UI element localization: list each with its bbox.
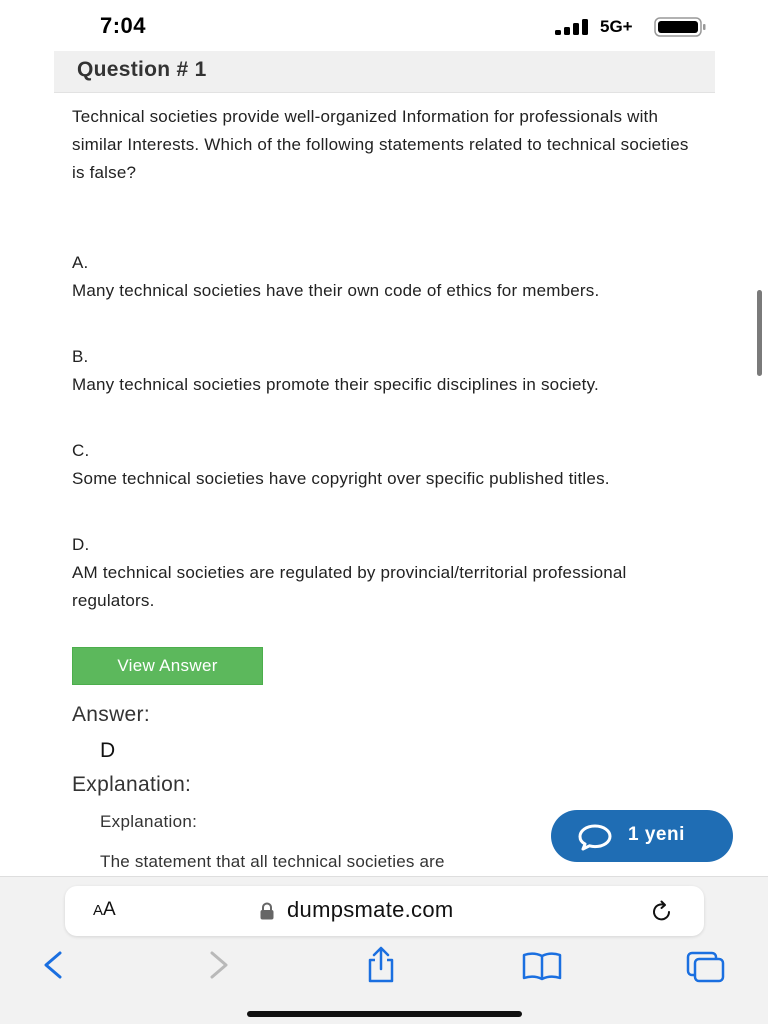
bookmarks-icon[interactable] bbox=[520, 945, 564, 985]
scrollbar[interactable] bbox=[757, 290, 762, 376]
answer-label: Answer: bbox=[72, 703, 150, 726]
explanation-subheading: Explanation: bbox=[100, 812, 198, 831]
home-indicator bbox=[247, 1011, 522, 1017]
option-letter: B. bbox=[72, 347, 89, 366]
chat-bubble-icon bbox=[577, 823, 613, 851]
status-time: 7:04 bbox=[100, 13, 147, 38]
lock-icon bbox=[259, 902, 275, 920]
back-icon[interactable] bbox=[31, 945, 75, 985]
cellular-signal-icon bbox=[555, 19, 593, 35]
url-text[interactable]: dumpsmate.com bbox=[287, 897, 454, 922]
question-header bbox=[54, 51, 715, 93]
explanation-heading: Explanation: bbox=[72, 773, 192, 796]
option-c bbox=[72, 437, 692, 493]
aa-large: A bbox=[103, 899, 116, 920]
option-b bbox=[72, 343, 692, 399]
option-text: AM technical societies are regulated by provincial/territorial professional regulators. bbox=[72, 563, 627, 610]
tabs-icon[interactable] bbox=[684, 945, 728, 985]
option-text: Many technical societies promote their specific disciplines in society. bbox=[72, 375, 599, 394]
option-text: Many technical societies have their own code of ethics for members. bbox=[72, 281, 600, 300]
forward-icon[interactable] bbox=[197, 945, 241, 985]
answer-value: D bbox=[100, 739, 116, 762]
reload-icon[interactable] bbox=[648, 898, 676, 926]
option-letter: A. bbox=[72, 253, 89, 272]
option-letter: D. bbox=[72, 535, 90, 554]
option-text: Some technical societies have copyright over specific published titles. bbox=[72, 469, 610, 488]
view-answer-button[interactable]: View Answer bbox=[72, 647, 263, 685]
aa-small: A bbox=[93, 902, 104, 919]
question-text: Technical societies provide well-organized Information for professionals with similar Interests. Which of the following statements related to technical societies is false? bbox=[72, 107, 689, 182]
status-bar bbox=[0, 0, 768, 52]
explanation-text: The statement that all technical societies are bbox=[100, 852, 445, 868]
battery-icon bbox=[654, 17, 706, 37]
share-icon[interactable] bbox=[359, 945, 403, 985]
option-letter: C. bbox=[72, 441, 90, 460]
text-size-button[interactable] bbox=[93, 899, 116, 921]
address-bar[interactable] bbox=[65, 886, 704, 936]
question-title: Question # 1 bbox=[77, 58, 207, 81]
chat-label: 1 yeni bbox=[628, 824, 685, 845]
option-d bbox=[72, 531, 692, 615]
chat-button[interactable] bbox=[551, 810, 733, 862]
browser-toolbar bbox=[0, 876, 768, 1024]
network-type: 5G+ bbox=[600, 17, 633, 36]
option-a bbox=[72, 249, 692, 305]
